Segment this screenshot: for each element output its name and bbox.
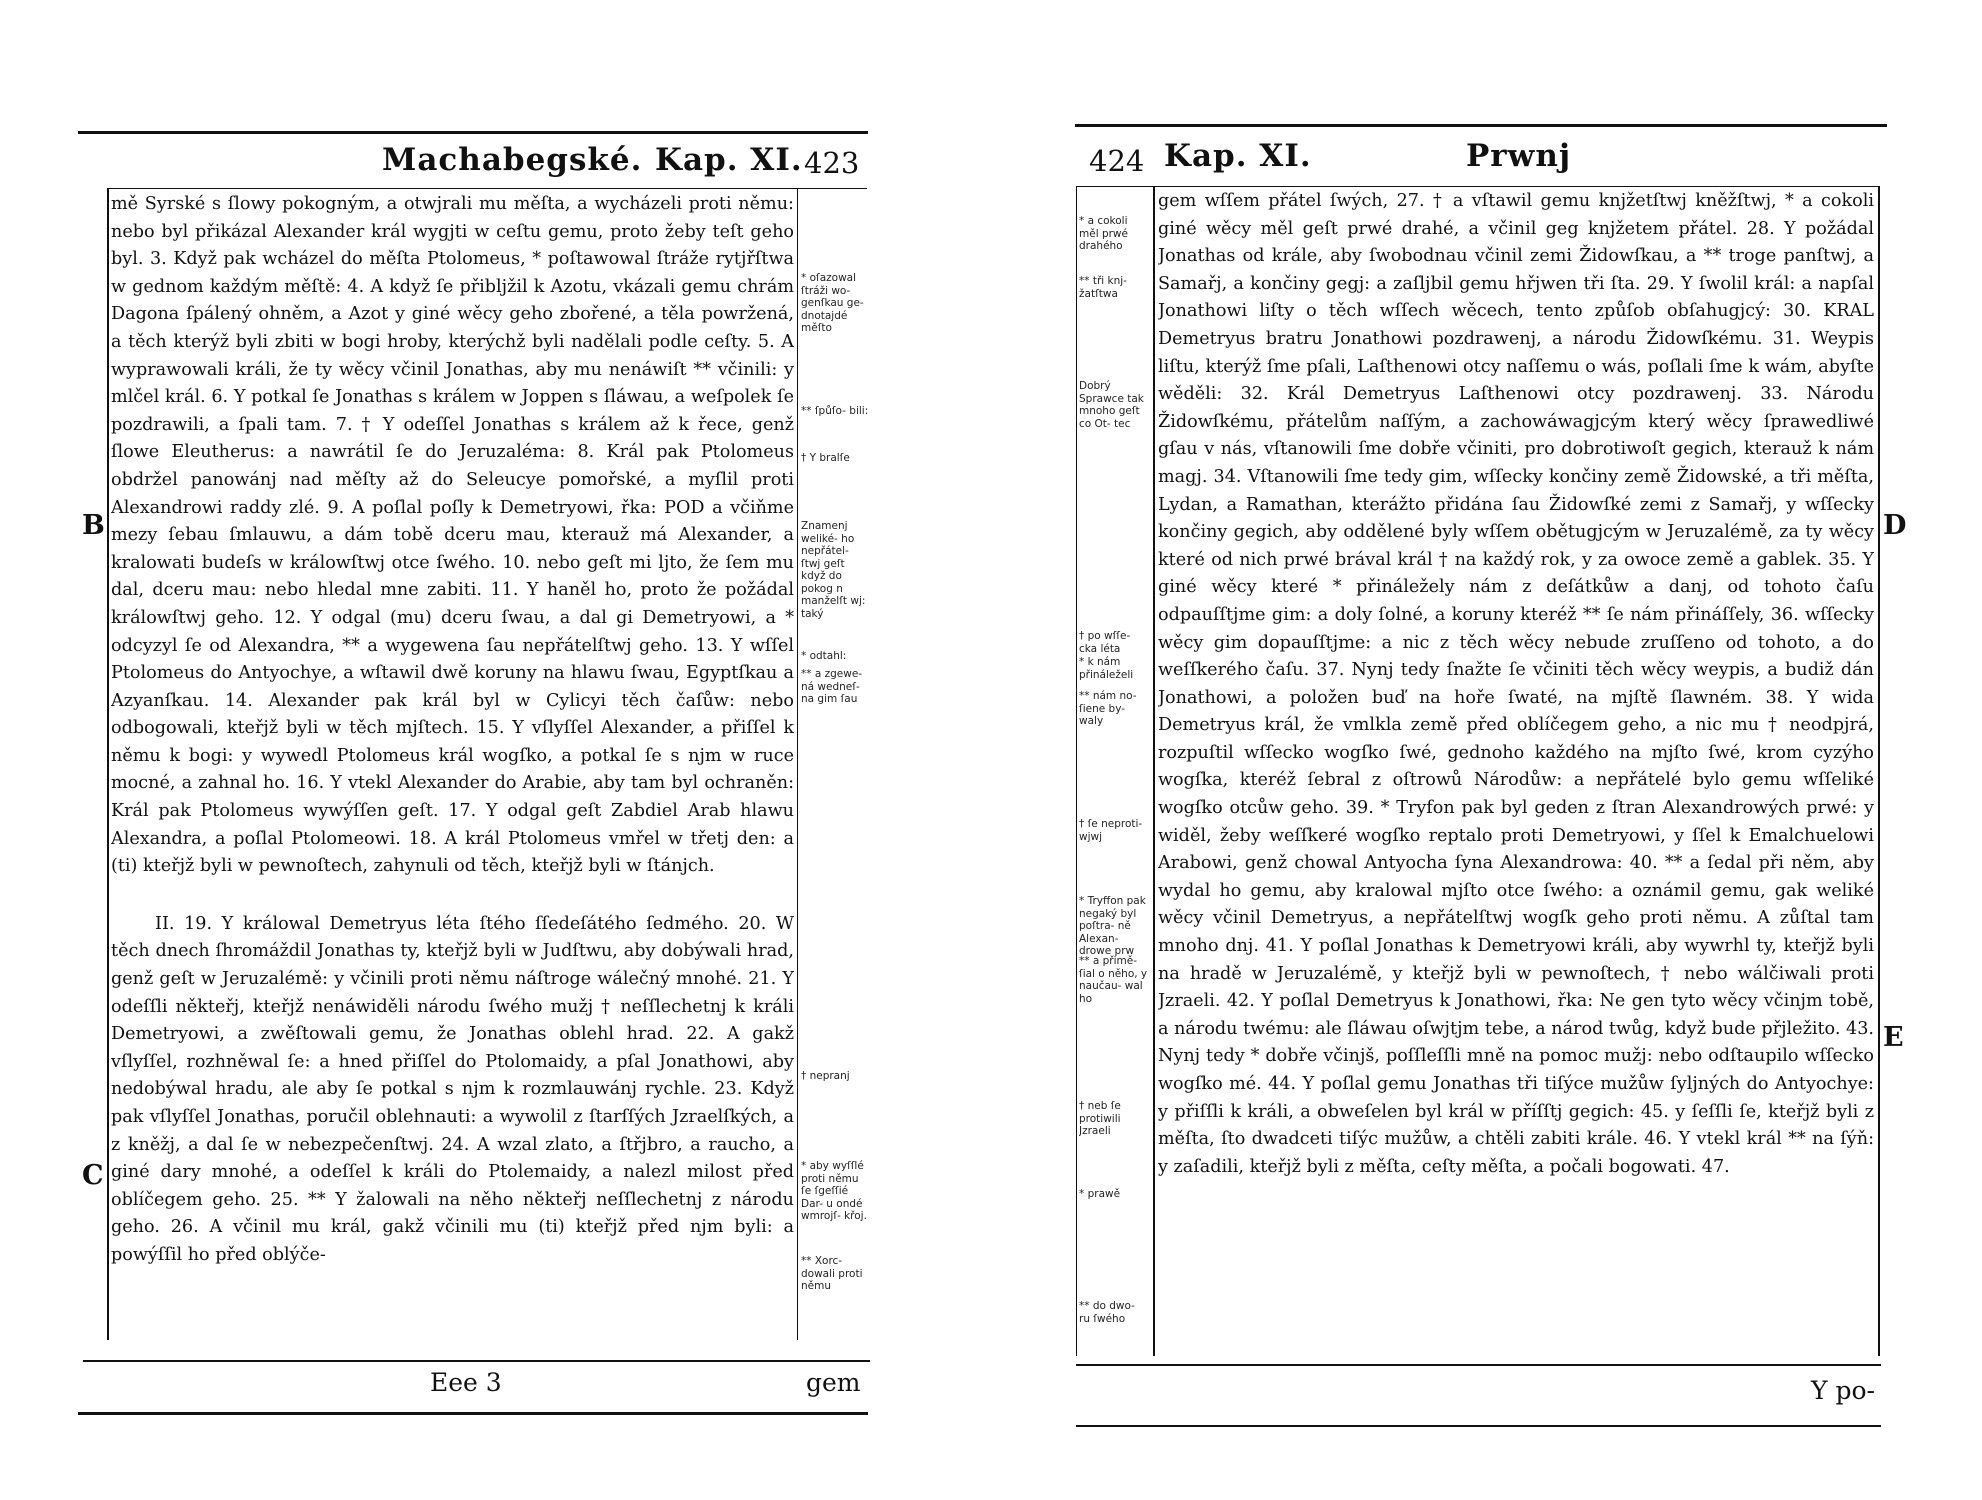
section-letter: D bbox=[1883, 510, 1907, 541]
page-number: 423 bbox=[804, 146, 860, 180]
text-top-rule bbox=[1076, 186, 1880, 187]
paragraph: gem wſſem přátel ſwých, 27. † a vſtawil gemu knjžetſtwj kněžſtwj, * a cokoli giné wěcy měl geſt prwé drahé, a včinil geg knjžetem přátel. 28. Y požádal Jonathas od krále, aby ſwobodnau včinil zemi Židowſkau, a ** troge panſtwj, a Samařj, a končiny gegj: a zaſljbil gemu hřjwen tři ſta. 29. Y ſwolil král: a napſal Jonathowi liſty o těch wſſech wěcech, tento způſob obſahugjcý: 30. KRAL Demetryus bratru Jonathowi pozdrawenj, a národu Židowſkému. 31. Weypis liſtu, kterýž ſme pſali, Laſthenowi otcy naſſemu o wás, poſlali ſme k wám, abyſte wěděli: 32. Král Demetryus Laſthenowi otcy pozdrawenj. 33. Národu Židowſkému, přátelům naſſým, a zachowáwagjcým který wěcy ſprawedliwé gſau v nás, vſtanowili ſme dobře včiniti, pro dobrotiwoſt gegich, kterauž k nám magj. 34. Vſtanowili ſme tedy gim, wſſecky končiny země Židowské, a tři měſta, Lydan, a Ramathan, kterážto přidána ſau Židowſké zemi z Samařj, y wſſecky končiny gegich, aby oddělené byly wſſem obětugjcým w Jeruzalémě, za ty wěcy které od nich prwé brával král † na každý rok, y za owoce země a gablek. 35. Y giné wěcy které * přináležely nám z deſátkůw a danj, od tohoto čaſu odpauſſtjme gim: a doly ſolné, a koruny kteréž ** ſe nám přináſſely, 36. wſſecky wěcy gim dopauſſtjme: a nic z těch wěcy nebude zruſſeno od tohoto, a do weſſkerého čaſu. 37. Nynj tedy ſnažte ſe včiniti těch wěcy weypis, a budiž dán Jonathowi, a položen buď na hoře ſwaté, na mjſtě ſlawném. 38. Y wida Demetryus král, že vmlkla země před oblíčegem geho, a nic mu † neodpjrá, rozpuſtil wſſecko wogſko ſwé, gednoho každého na mjſto ſwé, krom cyzýho wogſka, kteréž ſebral z oſtrowů Národůw: a nepřátelé bylo gemu wſſeliké wogſko otcůw geho. 39. * Tryfon pak byl geden z ſtran Alexandrowých prwé: y widěl, žeby weſſkeré wogſko reptalo proti Demetryowi, y ſſel k Emalchuelowi Arabowi, genž chowal Antyocha ſyna Alexandrowa: 40. ** a ſedal při něm, aby wydal ho gemu, aby kralowal mjſto otce ſwého: a oznámil gemu, gak weliké wěcy včinil Demetryus, a nepřátelſtwj wogſk geho proti němu. A zůſtal tam mnoho dnj. 41. Y poſlal Jonathas k Demetryowi králi, aby wywrhl ty, kteřjž byli na hradě w Jeruzalémě, y kteřjž byli w pewnoſtech, † nebo wálčiwali proti Jzraeli. 42. Y poſlal Demetryus k Jonathowi, řka: Ne gen tyto wěcy včinjm tobě, a národu twému: ale ſláwau oſwjtjm tebe, a národ twůg, když bude přjležito. 43. Nynj tedy * dobře včinjš, poſſleſſli mně na pomoc mužj: nebo odſtaupilo wſſecko wogſko mé. 44. Y poſlal gemu Jonathas tři tiſýce mužůw ſyljných do Antyochye: y přiſſli k králi, a obweſelen byl král w příſſtj gegich: 45. y ſeſſli ſe, kteřjž byli z měſta, ſto dwadceti tiſýc mužůw, a chtěli zabiti krále. 46. Y vtekl král ** na ſýň: y zaſadili, kteřjž byli z měſta, ceſty měſta, a počali bogowati. 47. bbox=[1158, 191, 1874, 1177]
section-letter: C bbox=[82, 1160, 104, 1191]
header-rule bbox=[78, 131, 868, 134]
margin-note: Dobrý Sprawce tak mnoho geſt co Ot- tec bbox=[1079, 380, 1144, 430]
column-rule-left bbox=[107, 188, 109, 1340]
body-text bbox=[1158, 188, 1874, 1358]
catchword: Y po- bbox=[1811, 1376, 1875, 1405]
margin-note: † Y bralſe bbox=[801, 452, 850, 464]
running-title: Machabegské. bbox=[382, 142, 643, 178]
text-bottom-rule bbox=[83, 1360, 870, 1362]
column-rule-left bbox=[1153, 186, 1155, 1356]
margin-rule bbox=[797, 188, 798, 1340]
signature-mark: Eee 3 bbox=[430, 1368, 502, 1397]
margin-note: * Tryffon pak negaký byl poſtra- ně Alexan- drowe prw bbox=[1079, 895, 1146, 957]
margin-note: Znamenj weliké- ho nepřátel- ſtwj geſt když do pokog n manželſt wj: taký bbox=[801, 520, 866, 620]
margin-note: * oſazowal ſtráži wo- genſkau ge- dnotajdé měſto bbox=[801, 272, 864, 334]
paragraph: mě Syrské s ſlowy pokogným, a otwjrali mu měſta, a wycházeli proti němu: nebo byl přikázal Alexander král wygjti w ceſtu gemu, proto žeby teſt geho byl. 3. Když pak wcházel do měſta Ptolomeus, * poſtawowal ſtráže rytjřſtwa w gednom každým měſtě: 4. A když ſe přibljžil k Azotu, vkázali gemu chrám Dagona ſpálený ohněm, a Azot y giné wěcy geho zbořené, a těla powržená, a těch kterýž byli zbiti w bogi hroby, kterýchž byli nadělali podle ceſty. 5. A wyprawowali králi, že ty wěcy včinil Jonathas, aby mu nenáwiſt ** včinili: y mlčel král. 6. Y potkal ſe Jonathas s králem w Joppen s ſláwau, a weſpolek ſe pozdrawili, a ſpali tam. 7. † Y odeſſel Jonathas s králem až k řece, genž ſlowe Eleutherus: a nawrátil ſe do Jeruzaléma: 8. Král pak Ptolomeus obdržel panowánj nad měſty až do Seleucye pomořské, a myſlil proti Alexandrowi raddy zlé. 9. A poſlal poſly k Demetryowi, řka: POD a včiňme mezy ſebau ſmlauwu, a dám tobě dceru mau, kterauž má Alexander, a kralowati budeſs w králowſtwj otce ſwého. 10. nebo geſt mi ljto, že ſem mu dal, dceru mau: nebo hledal mne zabiti. 11. Y haněl ho, proto že požádal králowſtwj geho. 12. Y odgal (mu) dceru ſwau, a dal gi Demetryowi, a * odcyzyl ſe od Alexandra, ** a wygewena ſau nepřátelſtwj geho. 13. Y wſſel Ptolomeus do Antyochye, a wſtawil dwě koruny na hlawu ſwau, Egyptſkau a Azyanſkau. 14. Alexander pak král byl w Cylicyi těch čaſůw: nebo odbogowali, kteřjž byli w těch mjſtech. 15. Y vſlyſſel Alexander, a přiſſel k němu k bogi: y wywedl Ptolomeus král wogſko, a potkal ſe s njm w ruce mocné, a zahnal ho. 16. Y vtekl Alexander do Arabie, aby tam byl ochraněn: Král pak Ptolomeus wywýſſen geſt. 17. Y odgal geſt Zabdiel Arab hlawu Alexandra, a poſlal Ptolomeowi. 18. A král Ptolomeus vmřel w třetj den: a (ti) kteřjž byli w pewnoſtech, zahynuli od těch, kteřjž byli w ſtánjch. bbox=[111, 194, 794, 877]
header-rule bbox=[1075, 124, 1887, 127]
margin-note: ** ſpůſo- bili: bbox=[801, 405, 869, 417]
section-letter: B bbox=[82, 510, 105, 541]
margin-rule bbox=[1076, 186, 1077, 1356]
text-bottom-rule bbox=[1076, 1364, 1881, 1366]
margin-note: † neb ſe protiwili Jzraeli bbox=[1079, 1100, 1121, 1137]
margin-note: * aby wyſſlé proti němu ſe ſgeſſié Dar- u ondé wmrojſ- křoj. bbox=[801, 1160, 867, 1222]
margin-note: † nepranj bbox=[801, 1070, 850, 1082]
right-page bbox=[991, 0, 1982, 1500]
section-letter: E bbox=[1883, 1022, 1904, 1053]
footer-rule bbox=[1076, 1425, 1881, 1427]
margin-note: * a cokoli měl prwé drahého bbox=[1079, 215, 1128, 252]
chapter-label: Kap. XI. bbox=[655, 142, 803, 178]
catchword: gem bbox=[806, 1368, 861, 1397]
margin-note: ** tři knj- žatſtwa bbox=[1079, 275, 1127, 300]
margin-note: ** do dwo- ru ſwého bbox=[1079, 1300, 1135, 1325]
column-rule-right bbox=[1878, 186, 1880, 1356]
margin-note: † ſe neproti- wjwj bbox=[1079, 818, 1143, 843]
margin-note: ** nám no- ſiene by- waly bbox=[1079, 690, 1137, 727]
footer-rule bbox=[78, 1412, 868, 1415]
paragraph: II. 19. Y králowal Demetryus léta ſtého ſſedeſátého ſedmého. 20. W těch dnech ſhromáždil Jonathas ty, kteřjž byli w Judſtwu, aby dobýwali hrad, genž geſt w Jeruzalémě: y včinili proti němu náſtroge wálečný mnohé. 21. Y odeſſli někteřj, kteřjž nenáwiděli národu ſwého mužj † neſſlechetnj k králi Demetryowi, a zwěſtowali gemu, že Jonathas oblehl hrad. 22. A gakž vſlyſſel, rozhněwal ſe: a hned přiſſel do Ptolomaidy, a pſal Jonathowi, aby nedobýwal hradu, ale aby ſe potkal s njm k rozmlauwánj rychle. 23. Když pak vſlyſſel Jonathas, poručil oblehnauti: a wywolil z ſtarſſých Jzraelſkých, a z kněžj, a dal ſe w nebezpečenſtwj. 24. A wzal zlato, a ſtřjbro, a raucho, a giné dary mnohé, a odeſſel k králi do Ptolemaidy, a nalezl milost před oblíčegem geho. 25. ** Y žalowali na něho někteřj neſſlechetnj z národu geho. 26. A včinil mu král, gakž včinili mu (ti) kteřjž před njm byli: a powýſſil ho před oblýče- bbox=[111, 913, 794, 1265]
running-title: Prwnj bbox=[1466, 138, 1572, 174]
margin-note: † po wſſe- cka léta bbox=[1079, 630, 1131, 655]
chapter-label: Kap. XI. bbox=[1164, 138, 1312, 174]
margin-note: * odtahl: bbox=[801, 650, 847, 662]
margin-note: * k nám přináleželi bbox=[1079, 656, 1134, 681]
text-top-rule bbox=[107, 188, 867, 189]
margin-note: * prawě bbox=[1079, 1188, 1121, 1200]
page-number: 424 bbox=[1089, 144, 1145, 178]
margin-note: ** a zgewe- ná wedneſ- na gim ſau bbox=[801, 668, 863, 705]
margin-note: ** a přimě- ſial o něho, y naučau- wal ho bbox=[1079, 955, 1148, 1005]
body-text bbox=[111, 191, 794, 1331]
margin-note: ** Xorc- dowali proti němu bbox=[801, 1255, 863, 1292]
